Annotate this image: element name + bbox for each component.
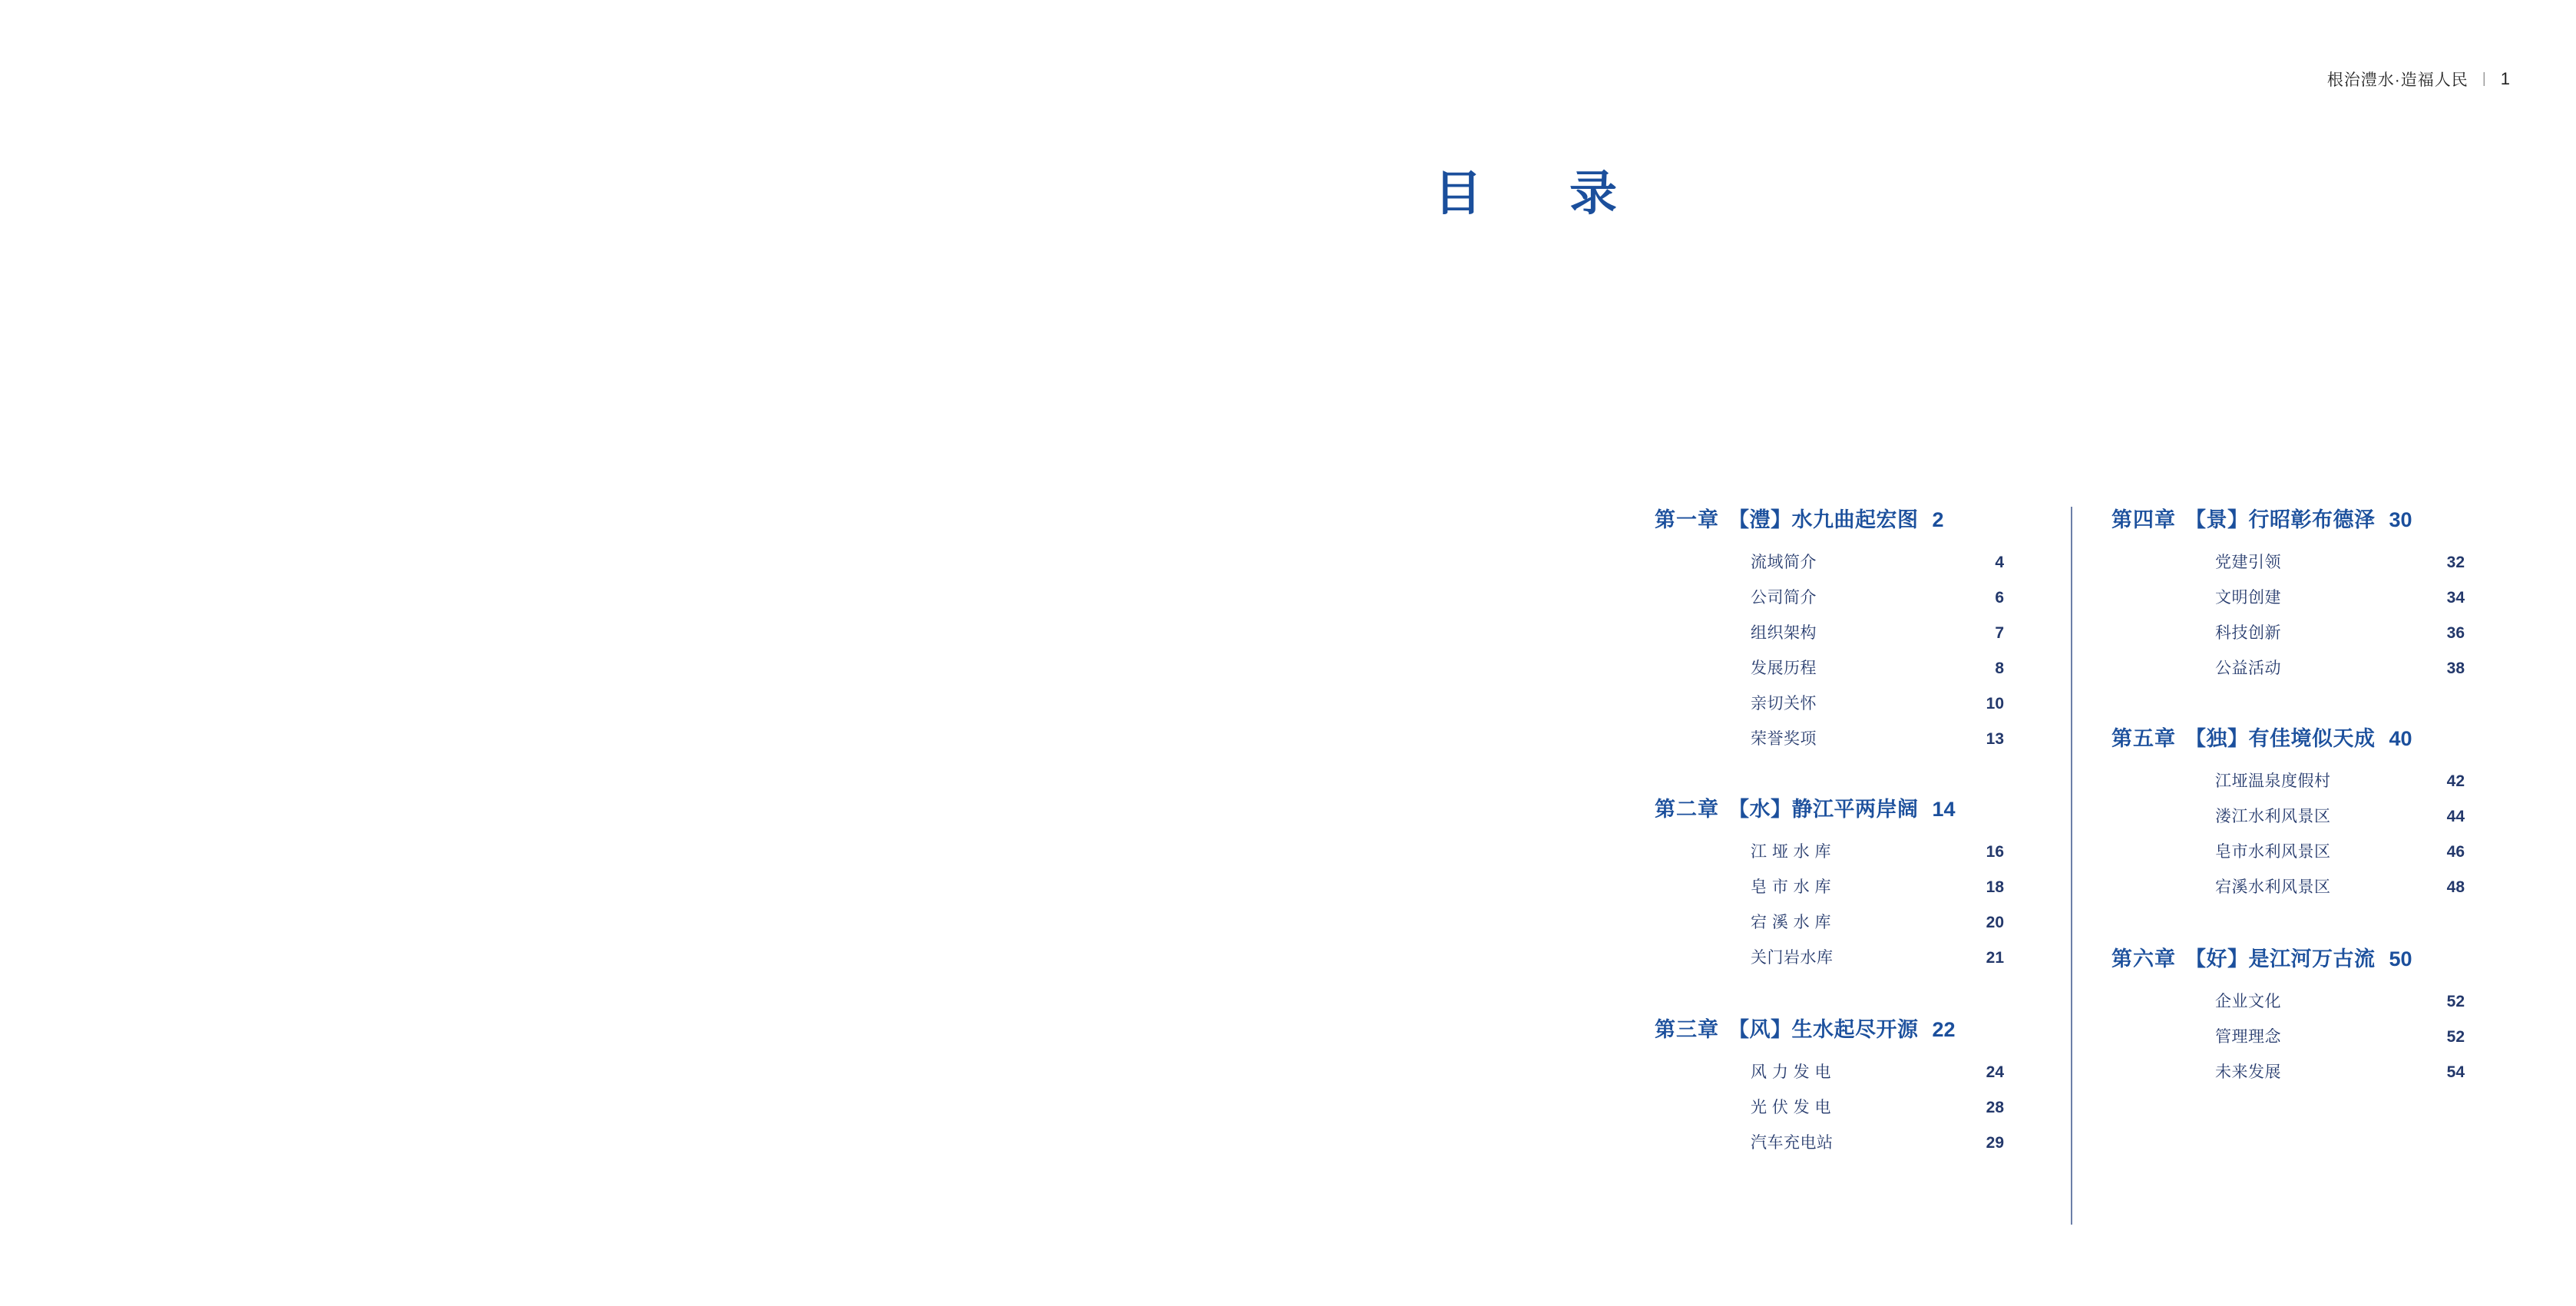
toc-entry[interactable] <box>2215 620 2465 643</box>
toc-entry-page: 13 <box>1986 730 2004 748</box>
toc-entry-page: 28 <box>1986 1099 2004 1116</box>
toc-entry[interactable] <box>1751 1095 2004 1118</box>
chapter-name: 【澧】水九曲起宏图 <box>1728 508 1919 531</box>
chapter-name: 【好】是江河万古流 <box>2185 947 2376 970</box>
toc-entry-list <box>2215 989 2465 1083</box>
chapter-number: 第四章 <box>2111 508 2176 531</box>
toc-entry-list <box>1751 550 2004 749</box>
chapter-number: 第六章 <box>2111 947 2176 970</box>
toc-entry[interactable] <box>1751 726 2004 749</box>
toc-entry-label: 江垭温泉度假村 <box>2215 772 2331 790</box>
toc-entry-label: 文明创建 <box>2215 589 2281 607</box>
toc-entry[interactable] <box>2215 989 2465 1012</box>
toc-entry-label: 管理理念 <box>2215 1028 2281 1046</box>
chapter-page: 40 <box>2389 727 2412 750</box>
toc-entry-page: 52 <box>2446 1028 2465 1046</box>
toc-entry-label: 公益活动 <box>2215 660 2281 677</box>
toc-entry-label: 发展历程 <box>1751 660 1817 677</box>
toc-chapter <box>1655 1013 2062 1153</box>
running-header <box>2327 68 2511 91</box>
toc-entry-label: 流域简介 <box>1751 554 1817 571</box>
toc-entry-label: 公司简介 <box>1751 589 1817 607</box>
toc-entry-label: 亲切关怀 <box>1751 695 1817 713</box>
toc-entry-list <box>2215 550 2465 679</box>
toc-entry-label: 风 力 发 电 <box>1751 1063 1832 1081</box>
chapter-number: 第二章 <box>1655 798 1719 821</box>
chapter-name: 【风】生水起尽开源 <box>1728 1018 1919 1041</box>
toc-entry[interactable] <box>1751 585 2004 608</box>
toc-entry[interactable] <box>1751 656 2004 679</box>
toc-entry-page: 52 <box>2446 993 2465 1010</box>
chapter-page: 22 <box>1932 1018 1956 1041</box>
toc-entry-page: 7 <box>1995 624 2004 642</box>
chapter-page: 2 <box>1932 508 1944 531</box>
toc-entry-label: 荣誉奖项 <box>1751 730 1817 748</box>
toc-entry-label: 组织架构 <box>1751 624 1817 642</box>
toc-entry[interactable] <box>2215 585 2465 608</box>
chapter-page: 50 <box>2389 947 2412 970</box>
toc-entry[interactable] <box>1751 691 2004 714</box>
toc-entry-label: 关门岩水库 <box>1751 949 1834 967</box>
toc-entry-page: 48 <box>2446 878 2465 896</box>
chapter-page: 30 <box>2389 508 2412 531</box>
page-title: 目 录 <box>1434 167 1638 220</box>
toc-entry-page: 4 <box>1995 554 2004 571</box>
toc-entry[interactable] <box>1751 910 2004 933</box>
toc-entry-page: 29 <box>1986 1134 2004 1152</box>
toc-entry[interactable] <box>2215 875 2465 898</box>
toc-entry-label: 皂市水利风景区 <box>2215 843 2331 861</box>
toc-entry[interactable] <box>2215 839 2465 862</box>
toc-entry-label: 宕 溪 水 库 <box>1751 914 1832 931</box>
toc-entry[interactable] <box>1751 550 2004 573</box>
toc-entry[interactable] <box>1751 620 2004 643</box>
toc-entry[interactable] <box>1751 945 2004 968</box>
chapter-name: 【景】行昭彰布德泽 <box>2185 508 2376 531</box>
toc-entry[interactable] <box>2215 1024 2465 1047</box>
toc-entry-page: 44 <box>2446 808 2465 825</box>
toc-entry-label: 溇江水利风景区 <box>2215 808 2331 825</box>
toc-entry-page: 38 <box>2446 660 2465 677</box>
chapter-name: 【独】有佳境似天成 <box>2185 727 2376 750</box>
toc-entry-page: 10 <box>1986 695 2004 713</box>
chapter-page: 14 <box>1932 798 1956 821</box>
chapter-number: 第五章 <box>2111 727 2176 750</box>
toc-entry[interactable] <box>2215 769 2465 792</box>
toc-chapter <box>1655 503 2062 749</box>
toc-entry[interactable] <box>1751 875 2004 898</box>
toc-entry-label: 皂 市 水 库 <box>1751 878 1832 896</box>
toc-entry-label: 汽车充电站 <box>1751 1134 1834 1152</box>
toc-chapter-heading[interactable] <box>1655 1013 2062 1043</box>
toc-entry-label: 未来发展 <box>2215 1063 2281 1081</box>
toc-entry[interactable] <box>2215 550 2465 573</box>
toc-entry[interactable] <box>1751 1130 2004 1153</box>
toc-entry-label: 企业文化 <box>2215 993 2281 1010</box>
toc-entry-label: 宕溪水利风景区 <box>2215 878 2331 896</box>
toc-entry-page: 36 <box>2446 624 2465 642</box>
toc-chapter <box>1655 792 2062 968</box>
toc-entry-list <box>1751 839 2004 968</box>
toc-entry-page: 46 <box>2446 843 2465 861</box>
toc-entry-page: 42 <box>2446 772 2465 790</box>
chapter-number: 第一章 <box>1655 508 1719 531</box>
table-of-contents <box>1655 503 2518 1198</box>
toc-column-left <box>1655 503 2062 1198</box>
toc-entry-page: 16 <box>1986 843 2004 861</box>
toc-entry-page: 32 <box>2446 554 2465 571</box>
toc-entry-page: 54 <box>2446 1063 2465 1081</box>
toc-chapter-heading[interactable] <box>2111 722 2515 752</box>
toc-chapter-heading[interactable] <box>2111 942 2515 972</box>
toc-entry-page: 18 <box>1986 878 2004 896</box>
toc-entry[interactable] <box>1751 1060 2004 1083</box>
toc-entry-list <box>2215 769 2465 898</box>
toc-entry-label: 党建引领 <box>2215 554 2281 571</box>
toc-entry[interactable] <box>2215 656 2465 679</box>
toc-entry-page: 24 <box>1986 1063 2004 1081</box>
toc-entry-label: 科技创新 <box>2215 624 2281 642</box>
toc-entry-label: 江 垭 水 库 <box>1751 843 1832 861</box>
toc-chapter <box>2111 722 2515 898</box>
toc-chapter-heading[interactable] <box>1655 792 2062 822</box>
toc-entry[interactable] <box>2215 1060 2465 1083</box>
running-header-title: 根治澧水·造福人民 <box>2326 71 2469 89</box>
toc-chapter-heading[interactable] <box>1655 503 2062 533</box>
toc-entry[interactable] <box>2215 804 2465 827</box>
chapter-number: 第三章 <box>1655 1018 1719 1041</box>
toc-entry-list <box>1751 1060 2004 1153</box>
toc-chapter <box>2111 503 2515 679</box>
toc-chapter-heading[interactable] <box>2111 503 2515 533</box>
toc-entry-label: 光 伏 发 电 <box>1751 1099 1832 1116</box>
running-header-page-number: 1 <box>2500 69 2511 88</box>
toc-entry-page: 6 <box>1995 589 2004 607</box>
toc-entry-page: 34 <box>2446 589 2465 607</box>
toc-entry[interactable] <box>1751 839 2004 862</box>
toc-entry-page: 8 <box>1995 660 2004 677</box>
toc-entry-page: 21 <box>1986 949 2004 967</box>
chapter-name: 【水】静江平两岸阔 <box>1728 798 1919 821</box>
toc-entry-page: 20 <box>1986 914 2004 931</box>
toc-chapter <box>2111 942 2515 1083</box>
toc-column-right <box>2062 503 2515 1198</box>
running-header-separator: | <box>2482 71 2487 87</box>
